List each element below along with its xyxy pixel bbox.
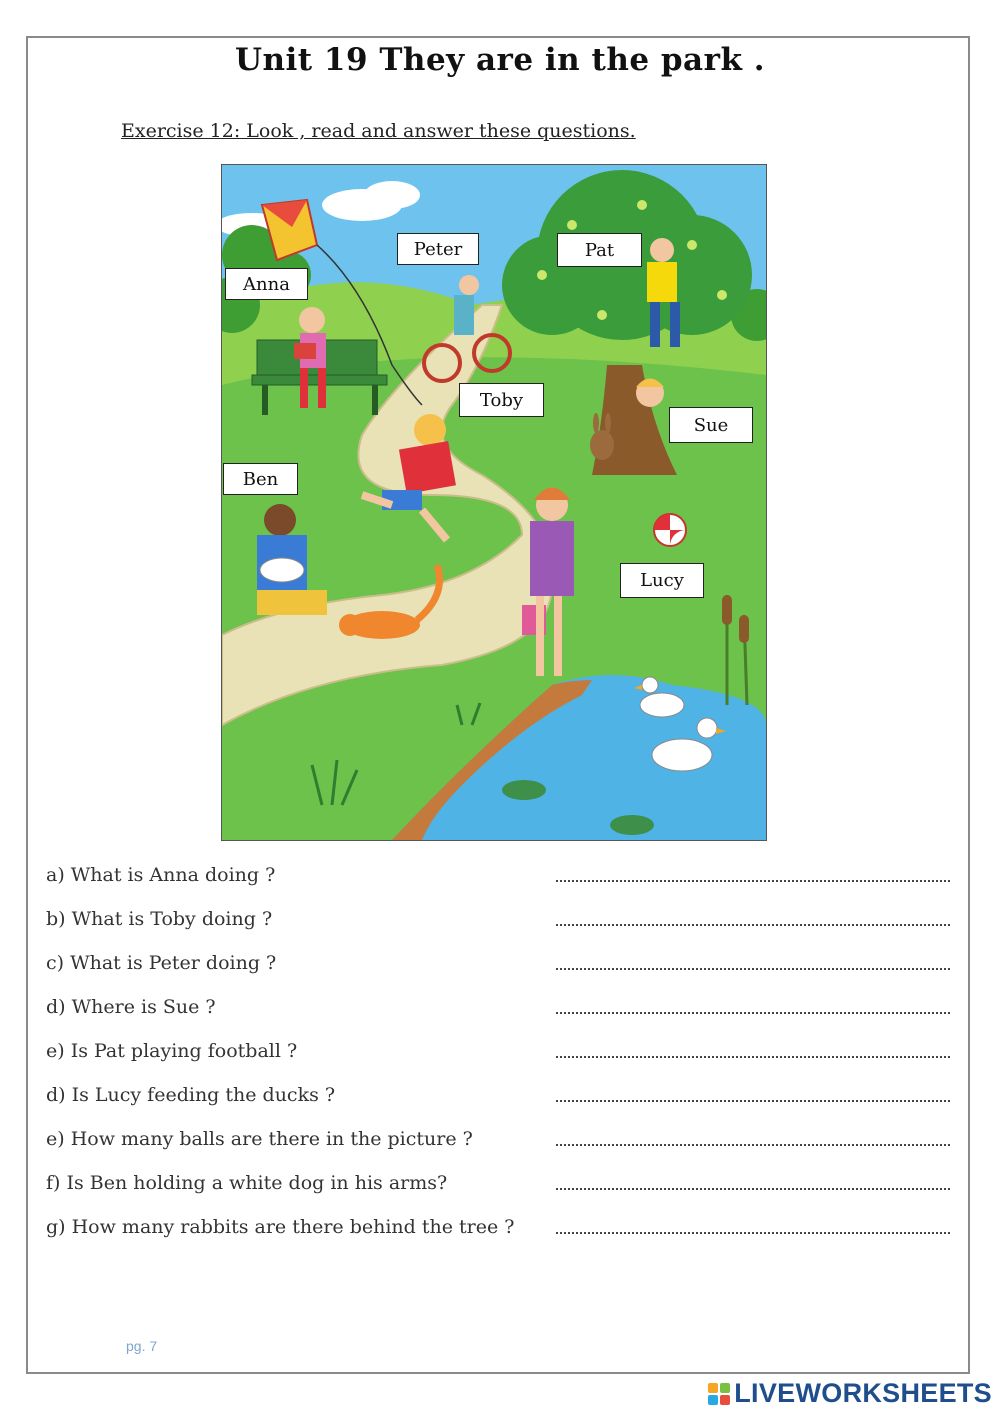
cattail bbox=[739, 615, 749, 643]
liveworksheets-brand[interactable] bbox=[708, 1378, 992, 1409]
question-item: d) Where is Sue ? bbox=[46, 996, 216, 1018]
label-anna: Anna bbox=[225, 268, 308, 300]
label-ben: Ben bbox=[223, 463, 298, 495]
park-illustration bbox=[221, 164, 767, 841]
label-sue: Sue bbox=[669, 407, 753, 443]
label-pat: Pat bbox=[557, 233, 642, 267]
answer-field[interactable] bbox=[556, 1056, 950, 1058]
label-toby: Toby bbox=[459, 383, 544, 417]
liveworksheets-logo-icon bbox=[708, 1383, 730, 1405]
page-title: Unit 19 They are in the park . bbox=[234, 42, 766, 78]
answer-field[interactable] bbox=[556, 1012, 950, 1014]
question-item: e) How many balls are there in the picture ? bbox=[46, 1128, 473, 1150]
beach-ball bbox=[654, 514, 686, 546]
question-item: g) How many rabbits are there behind the tree ? bbox=[46, 1216, 515, 1238]
answer-field[interactable] bbox=[556, 924, 950, 926]
question-item: c) What is Peter doing ? bbox=[46, 952, 277, 974]
answer-field[interactable] bbox=[556, 968, 950, 970]
question-item: a) What is Anna doing ? bbox=[46, 864, 276, 886]
label-lucy: Lucy bbox=[620, 563, 704, 598]
lily-pad bbox=[502, 780, 546, 800]
label-peter: Peter bbox=[397, 233, 479, 265]
cattail bbox=[722, 595, 732, 625]
lily-pad bbox=[610, 815, 654, 835]
answer-field[interactable] bbox=[556, 1144, 950, 1146]
sue-figure bbox=[636, 379, 664, 408]
brand-name: LIVEWORKSHEETS bbox=[734, 1378, 992, 1408]
exercise-instruction: Exercise 12: Look , read and answer these questions. bbox=[121, 120, 636, 142]
question-item: f) Is Ben holding a white dog in his arms? bbox=[46, 1172, 448, 1194]
page-number: pg. 7 bbox=[126, 1338, 158, 1354]
question-item: b) What is Toby doing ? bbox=[46, 908, 273, 930]
park-scene bbox=[222, 165, 766, 840]
answer-field[interactable] bbox=[556, 880, 950, 882]
answer-field[interactable] bbox=[556, 1232, 950, 1234]
answer-field[interactable] bbox=[556, 1100, 950, 1102]
question-item: d) Is Lucy feeding the ducks ? bbox=[46, 1084, 336, 1106]
answer-field[interactable] bbox=[556, 1188, 950, 1190]
question-item: e) Is Pat playing football ? bbox=[46, 1040, 298, 1062]
